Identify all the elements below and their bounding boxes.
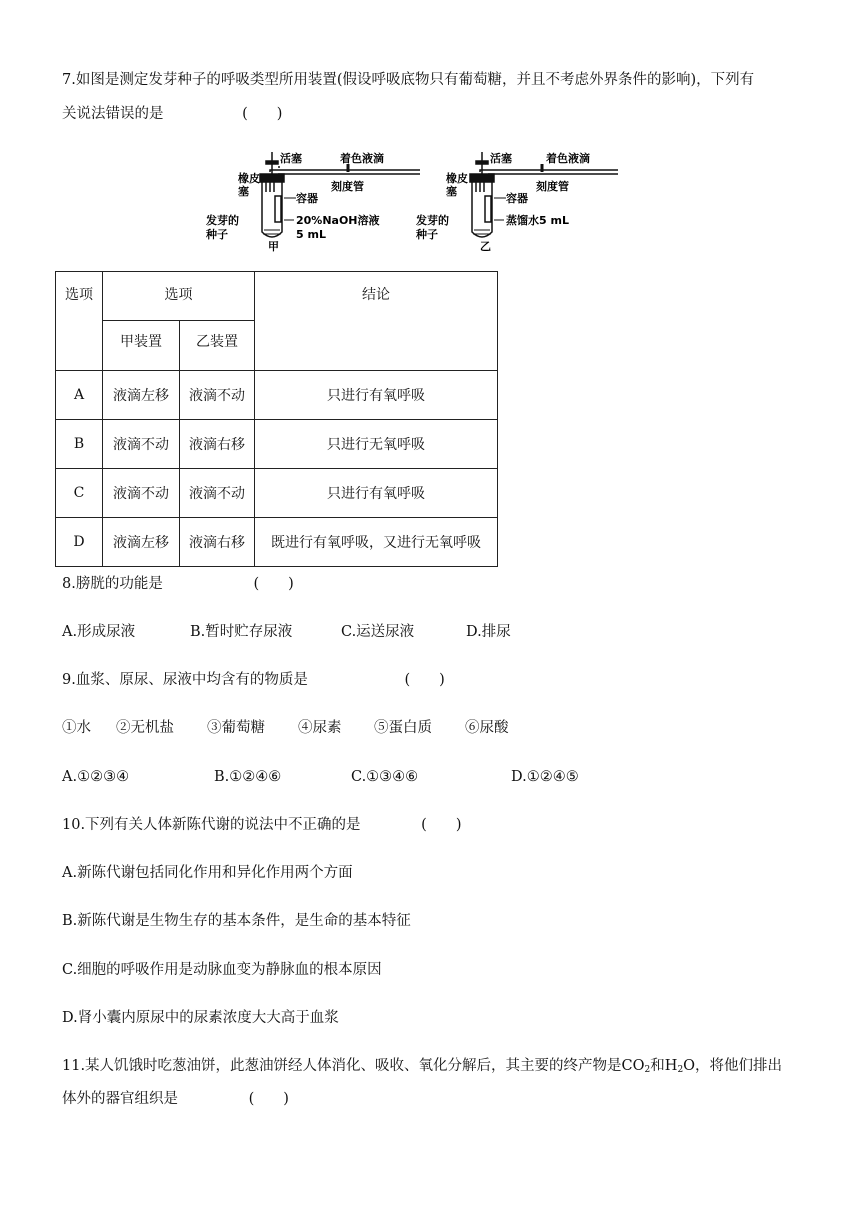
cell-yi: 液滴不动 — [180, 371, 255, 420]
label-naoh: 20%NaOH溶液 — [296, 214, 380, 227]
answer-paren: ( ) — [404, 672, 445, 688]
label-naoh-vol: 5 mL — [296, 228, 326, 241]
cell-jia: 液滴左移 — [103, 371, 180, 420]
label-huosai-1: 活塞 — [280, 152, 302, 165]
q9-item: ⑤蛋白质 — [374, 720, 432, 736]
q8-option-c: C.运送尿液 — [341, 624, 415, 640]
q8-option-a: A.形成尿液 — [62, 624, 136, 640]
q10-option-c: C.细胞的呼吸作用是动脉血变为静脉血的根本原因 — [62, 962, 382, 978]
cell-yi: 液滴右移 — [180, 420, 255, 469]
cell-opt: C — [56, 469, 103, 518]
options-table — [55, 271, 498, 567]
q7-stem-line1: 7.如图是测定发芽种子的呼吸类型所用装置(假设呼吸底物只有葡萄糖，并且不考虑外界条件的影响)，下列有 — [62, 72, 755, 88]
label-seed1-2: 发芽的 — [416, 214, 449, 227]
cell-conclusion: 只进行有氧呼吸 — [255, 371, 498, 420]
label-yi: 乙 — [480, 240, 491, 252]
cell-yi: 液滴不动 — [180, 469, 255, 518]
q11-text-a: 11.某人饥饿时吃葱油饼，此葱油饼经人体消化、吸收、氧化分解后，其主要的终产物是CO — [62, 1058, 645, 1074]
q9-stem-text: 9.血浆、原尿、尿液中均含有的物质是 — [62, 672, 308, 688]
q9-item: ④尿素 — [298, 720, 342, 736]
q9-option-a: A.①②③④ — [62, 769, 130, 785]
cell-opt: A — [56, 371, 103, 420]
q9-item: ⑥尿酸 — [465, 720, 509, 736]
answer-paren: ( ) — [248, 1091, 289, 1107]
q9-item: ③葡萄糖 — [207, 720, 265, 736]
q10-option-b: B.新陈代谢是生物生存的基本条件，是生命的基本特征 — [62, 913, 411, 929]
q9-item: ②无机盐 — [116, 720, 174, 736]
q10-option-d: D.肾小囊内原尿中的尿素浓度大大高于血浆 — [62, 1010, 339, 1026]
table-row — [56, 420, 498, 469]
q7-stem-line2 — [62, 104, 282, 124]
label-seed2-2: 种子 — [416, 228, 438, 241]
label-kedu-2: 刻度管 — [536, 180, 569, 193]
th-conclusion: 结论 — [255, 272, 498, 371]
q9-item: ①水 — [62, 720, 91, 736]
label-seed1-1: 发芽的 — [206, 214, 239, 227]
label-zhuose-2: 着色液滴 — [546, 152, 590, 165]
th-option: 选项 — [56, 272, 103, 371]
label-huosai-2: 活塞 — [490, 152, 512, 165]
cell-conclusion: 既进行有氧呼吸，又进行无氧呼吸 — [255, 518, 498, 567]
table-row — [56, 371, 498, 420]
answer-paren: ( ) — [253, 576, 294, 592]
label-sai-1: 塞 — [238, 185, 249, 198]
answer-paren: ( ) — [421, 817, 462, 833]
label-xiangpi-2: 橡皮 — [446, 172, 468, 185]
apparatus-figure — [200, 148, 620, 252]
table-row — [56, 469, 498, 518]
q9-option-d: D.①②④⑤ — [511, 769, 579, 785]
q7-stem-text: 关说法错误的是 — [62, 106, 164, 122]
q10-stem-text: 10.下列有关人体新陈代谢的说法中不正确的是 — [62, 817, 361, 833]
q8-option-d: D.排尿 — [466, 624, 511, 640]
q8-stem-text: 8.膀胱的功能是 — [62, 576, 163, 592]
cell-conclusion: 只进行无氧呼吸 — [255, 420, 498, 469]
cell-jia: 液滴左移 — [103, 518, 180, 567]
cell-yi: 液滴右移 — [180, 518, 255, 567]
label-sai-2: 塞 — [446, 185, 457, 198]
label-rongqi-2: 容器 — [506, 192, 528, 205]
q11-stem-text: 体外的器官组织是 — [62, 1091, 178, 1107]
q11-text-b: O，将他们排出 — [683, 1058, 783, 1074]
cell-opt: D — [56, 518, 103, 567]
q9-stem — [62, 670, 445, 690]
label-zhuose-1: 着色液滴 — [340, 152, 384, 165]
label-xiangpi-1: 橡皮 — [238, 172, 260, 185]
q11-sub-a: 2 — [644, 1065, 651, 1075]
label-water: 蒸馏水5 mL — [506, 214, 569, 227]
q9-option-b: B.①②④⑥ — [214, 769, 282, 785]
cell-opt: B — [56, 420, 103, 469]
q11-stem-line1 — [62, 1056, 782, 1080]
th-group: 选项 — [103, 272, 255, 321]
th-jia: 甲装置 — [103, 321, 180, 371]
th-yi: 乙装置 — [180, 321, 255, 371]
q10-option-a: A.新陈代谢包括同化作用和异化作用两个方面 — [62, 865, 353, 881]
q8-stem — [62, 574, 294, 594]
q9-option-c: C.①③④⑥ — [351, 769, 419, 785]
q8-option-b: B.暂时贮存尿液 — [190, 624, 293, 640]
cell-jia: 液滴不动 — [103, 420, 180, 469]
q11-text-and: 和H — [650, 1058, 678, 1074]
table-row — [56, 518, 498, 567]
q11-sub-b: 2 — [677, 1065, 684, 1075]
answer-paren: ( ) — [242, 106, 283, 122]
label-seed2-1: 种子 — [206, 228, 228, 241]
q10-stem — [62, 815, 462, 835]
label-jia: 甲 — [268, 240, 279, 252]
label-kedu-1: 刻度管 — [331, 180, 364, 193]
q11-stem-line2 — [62, 1089, 289, 1109]
cell-conclusion: 只进行有氧呼吸 — [255, 469, 498, 518]
cell-jia: 液滴不动 — [103, 469, 180, 518]
label-rongqi-1: 容器 — [296, 192, 318, 205]
